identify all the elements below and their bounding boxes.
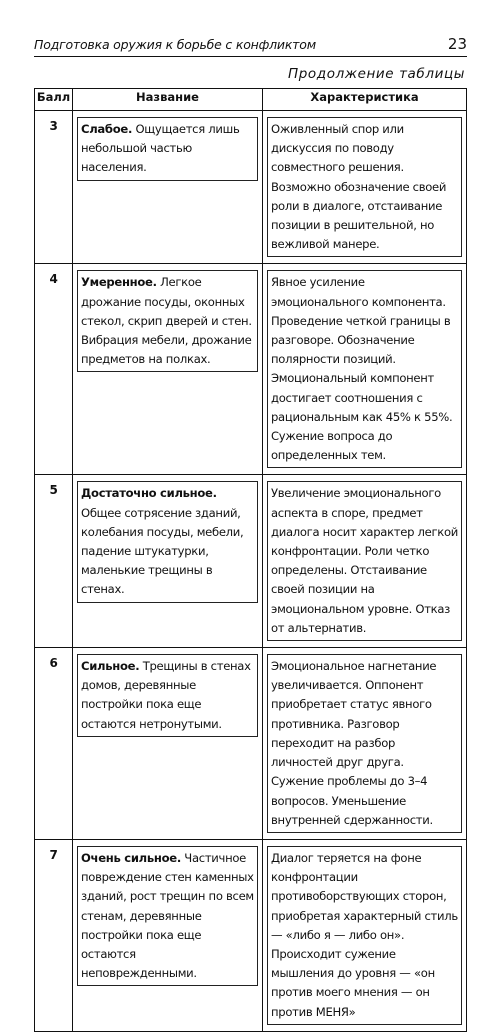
row-name: Очень сильное. bbox=[81, 850, 181, 865]
table-row bbox=[35, 475, 467, 648]
table-row bbox=[35, 111, 467, 264]
row-name: Слабое. bbox=[81, 122, 133, 136]
row-characteristic: Эмоциональное нагнетание увеличивается. Оппонент приобретает статус явного противника. Разговор переходит на разбор личностей друг друга. Сужение проблемы до 3–4 вопросов. Уменьшение внутренней сдержанности. bbox=[267, 654, 462, 833]
row-characteristic-cell bbox=[263, 839, 467, 1031]
intensity-table bbox=[34, 88, 467, 1032]
table-row bbox=[35, 264, 467, 475]
row-characteristic: Явное усиление эмоционального компонента. Проведение четкой границы в разговоре. Обозначение полярности позиций. Эмоциональный компонент достигает соотношения с рациональным как 45% к 55%. Сужение вопроса до определенных тем. bbox=[267, 270, 462, 468]
row-name: Сильное. bbox=[81, 659, 140, 674]
row-name-cell bbox=[73, 648, 263, 840]
row-description: Легкое дрожание посуды, оконных стекол, скрип дверей и стен. Вибрация мебели, дрожание предметов на полках. bbox=[81, 275, 252, 367]
row-name-cell bbox=[73, 839, 263, 1031]
header-characteristic: Характеристика bbox=[263, 89, 467, 111]
row-characteristic-cell bbox=[263, 264, 467, 475]
row-score: 4 bbox=[35, 264, 73, 475]
row-score: 3 bbox=[35, 111, 73, 264]
table-header-row bbox=[35, 89, 467, 111]
row-characteristic: Оживленный спор или дискуссия по поводу совместного решения. Возможно обозначение своей роли в диалоге, отстаивание позиции в решительной, но вежливой манере. bbox=[267, 117, 462, 257]
row-characteristic-cell bbox=[263, 111, 467, 264]
row-characteristic: Диалог теряется на фоне конфронтации противоборствующих сторон, приобретая характерный стиль — «либо я — либо он». Происходит сужение мышления до уровня — «он против моего мнения — он против МЕНЯ» bbox=[267, 846, 462, 1025]
page-number: 23 bbox=[447, 35, 467, 53]
row-description: Частичное повреждение стен каменных зданий, рост трещин по всем стенам, деревянные постройки пока еще остаются неповрежденными. bbox=[81, 850, 254, 981]
row-score: 7 bbox=[35, 839, 73, 1031]
row-description: Трещины в стенах домов, деревянные постройки пока еще остаются нетронутыми. bbox=[81, 659, 251, 731]
table-row bbox=[35, 648, 467, 840]
header-name: Название bbox=[73, 89, 263, 111]
continuation-label: Продолжение таблицы bbox=[288, 66, 465, 82]
row-name-cell bbox=[73, 264, 263, 475]
running-head bbox=[34, 30, 467, 57]
row-description: Ощущается лишь небольшой частью населения. bbox=[81, 122, 240, 175]
row-description: Общее сотрясение зданий, колебания посуды, мебели, падение штукатурки, маленькие трещины в стенах. bbox=[81, 505, 244, 597]
row-characteristic: Увеличение эмоционального аспекта в споре, предмет диалога носит характер легкой конфронтации. Роли четко определены. Отстаивание своей позиции на эмоциональном уровне. Отказ от альтернатив. bbox=[267, 481, 462, 641]
row-characteristic-cell bbox=[263, 648, 467, 840]
running-title: Подготовка оружия к борьбе с конфликтом bbox=[34, 37, 316, 52]
row-score: 5 bbox=[35, 475, 73, 648]
row-name-cell bbox=[73, 111, 263, 264]
row-characteristic-cell bbox=[263, 475, 467, 648]
row-name: Умеренное. bbox=[81, 275, 157, 290]
row-score: 6 bbox=[35, 648, 73, 840]
row-name: Достаточно сильное. bbox=[81, 486, 217, 501]
table-row bbox=[35, 839, 467, 1031]
header-score: Балл bbox=[35, 89, 73, 111]
row-name-cell bbox=[73, 475, 263, 648]
